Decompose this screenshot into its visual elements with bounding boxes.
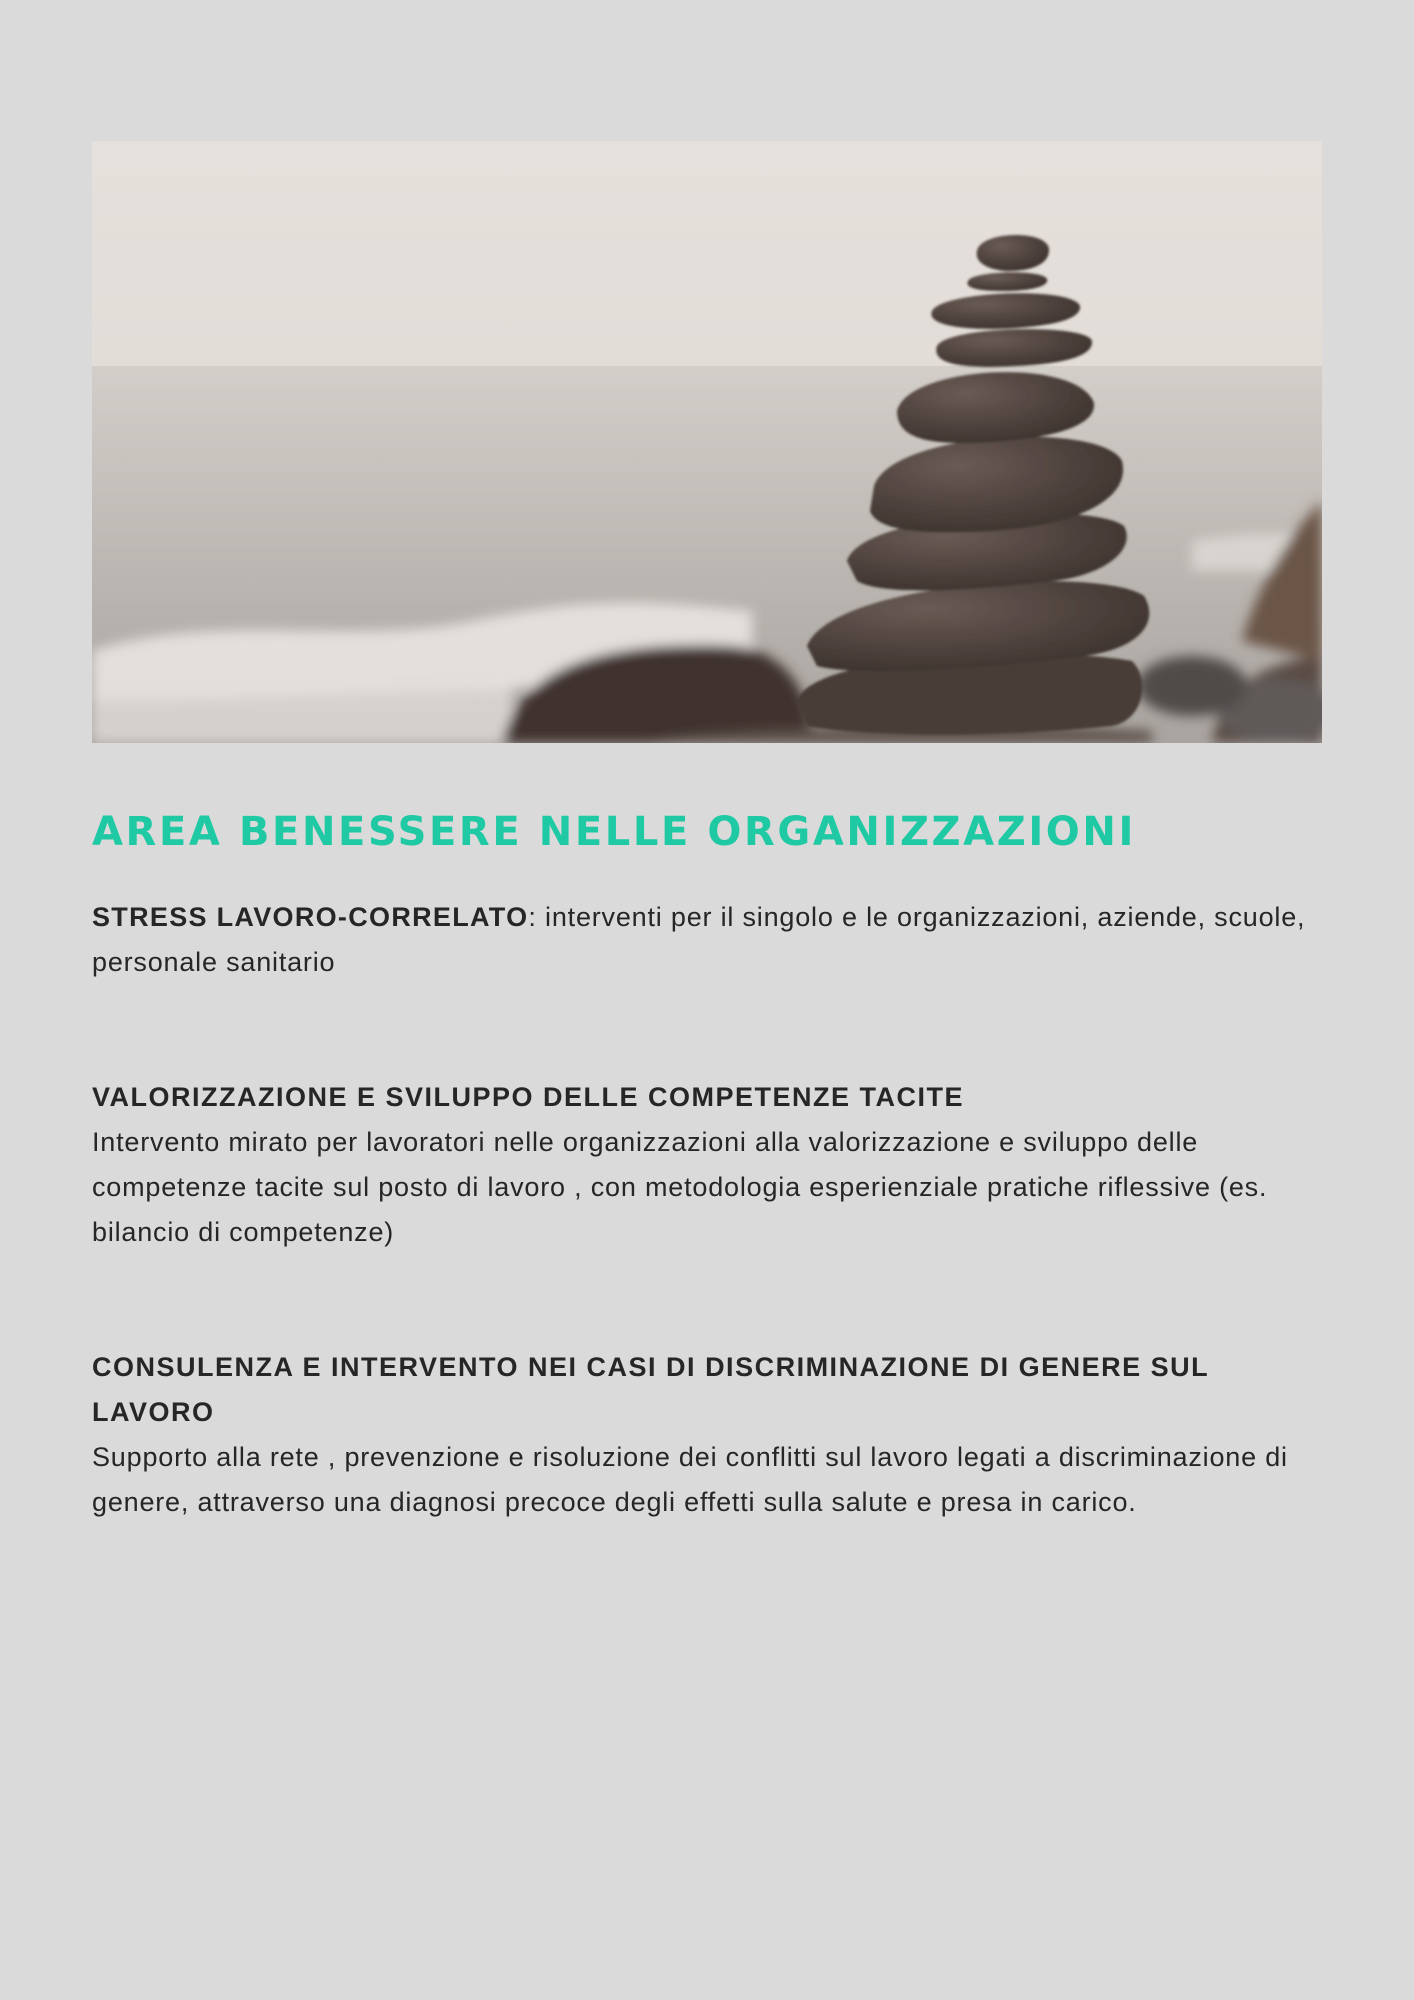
section-stress	[92, 895, 1322, 985]
stacked-stones-photo-icon	[92, 141, 1322, 743]
section-body: Intervento mirato per lavoratori nelle organizzazioni alla valorizzazione e sviluppo delle competenze tacite sul posto di lavoro , con metodologia esperienziale pratiche riflessive (es. bilancio di competenze)	[92, 1127, 1268, 1247]
section-heading: VALORIZZAZIONE E SVILUPPO DELLE COMPETENZE TACITE	[92, 1082, 965, 1112]
section-body: : interventi per il singolo e le organizzazioni, aziende, scuole, personale sanitario	[92, 902, 1306, 977]
section-heading: STRESS LAVORO-CORRELATO	[92, 902, 529, 932]
section-paragraph	[92, 895, 1322, 985]
hero-image	[92, 141, 1322, 743]
section-heading: CONSULENZA E INTERVENTO NEI CASI DI DISCRIMINAZIONE DI GENERE SUL LAVORO	[92, 1352, 1209, 1427]
page-title: AREA BENESSERE NELLE ORGANIZZAZIONI	[92, 809, 1136, 855]
section-body: Supporto alla rete , prevenzione e risoluzione dei conflitti sul lavoro legati a discriminazione di genere, attraverso una diagnosi precoce degli effetti sulla salute e presa in carico.	[92, 1442, 1288, 1517]
section-discriminazione	[92, 1345, 1322, 1525]
section-competenze	[92, 1075, 1322, 1255]
content	[92, 895, 1322, 1525]
